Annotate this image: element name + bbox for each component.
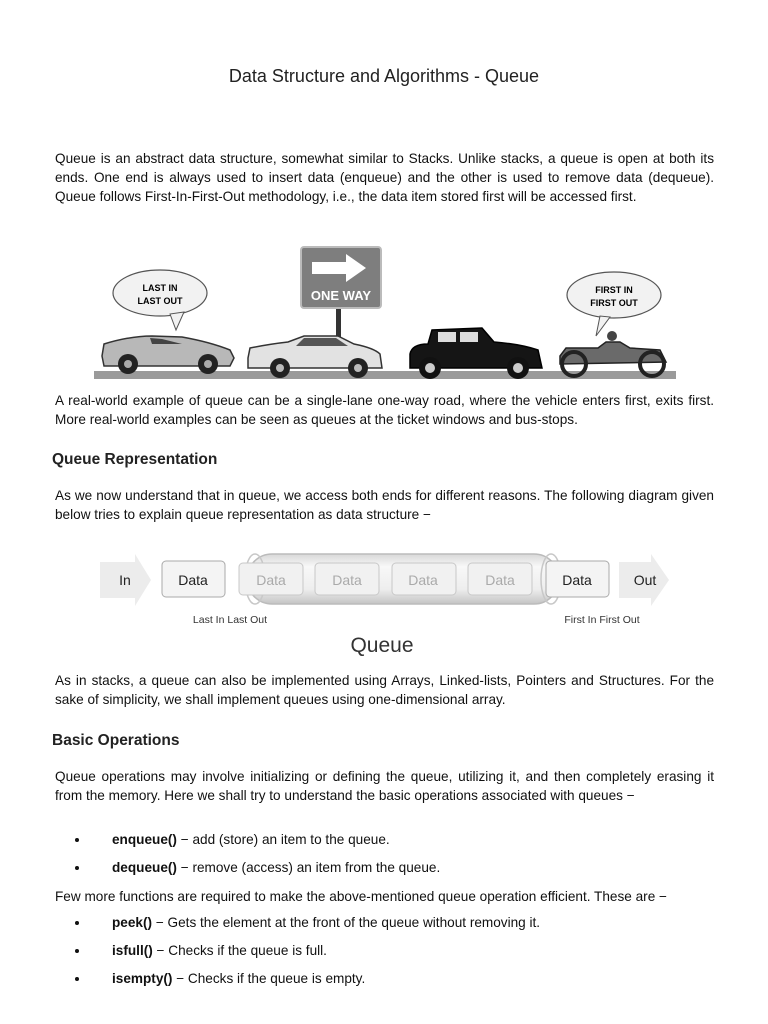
one-way-sign-text: ONE WAY <box>310 288 372 303</box>
left-bubble-line-1: LAST IN <box>142 283 178 293</box>
more-functions-paragraph: Few more functions are required to make the above-mentioned queue operation efficient. These are − <box>55 889 667 904</box>
sports-car-icon <box>102 336 234 374</box>
queue-representation-heading: Queue Representation <box>52 451 218 468</box>
intro-paragraph: Queue is an abstract data structure, somewhat similar to Stacks. Unlike stacks, a queue is open at both its ends. One end is always used to insert data (enqueue) and the other is used to remove data (dequeue). Queue follows First-In-First-Out methodology, i.e., the data item stored first will be accessed first. <box>55 151 714 204</box>
queue-diagram <box>95 550 675 662</box>
right-bubble-line-1: FIRST IN <box>595 285 633 295</box>
queue-cell-label: Data <box>178 572 208 588</box>
list-item: isempty() − Checks if the queue is empty. <box>75 969 715 997</box>
real-world-paragraph: A real-world example of queue can be a single-lane one-way road, where the vehicle enters first, exits first. More real-world examples can be seen as queues at the ticket windows and bus-stops. <box>55 393 714 427</box>
queue-cell-label: Data <box>485 572 515 588</box>
page-title: Data Structure and Algorithms - Queue <box>228 66 540 86</box>
representation-paragraph: As we now understand that in queue, we access both ends for different reasons. The following diagram given below tries to explain queue representation as data structure − <box>55 488 714 522</box>
queue-diagram-title: Queue <box>350 634 414 657</box>
antique-car-icon <box>560 331 666 376</box>
list-item: isfull() − Checks if the queue is full. <box>75 941 715 969</box>
implementation-paragraph: As in stacks, a queue can also be implemented using Arrays, Linked-lists, Pointers and Structures. For the sake of simplicity, we shall implement queues using one-dimensional array. <box>55 673 714 707</box>
out-label: Out <box>633 572 657 588</box>
basic-operations-list <box>75 830 715 886</box>
right-bubble-line-2: FIRST OUT <box>590 298 638 308</box>
list-item: enqueue() − add (store) an item to the queue. <box>75 830 715 858</box>
in-label: In <box>119 572 131 588</box>
queue-cell-label: Data <box>562 572 592 588</box>
last-in-last-out-caption: Last In Last Out <box>192 614 268 626</box>
queue-cell-label: Data <box>256 572 286 588</box>
left-bubble-line-2: LAST OUT <box>137 296 183 306</box>
queue-cell-label: Data <box>332 572 362 588</box>
queue-cell-label: Data <box>408 572 438 588</box>
list-item: peek() − Gets the element at the front of the queue without removing it. <box>75 913 715 941</box>
one-way-road-illustration <box>90 244 680 384</box>
basic-operations-heading: Basic Operations <box>52 732 180 749</box>
list-item: dequeue() − remove (access) an item from the queue. <box>75 858 715 886</box>
helper-functions-list <box>75 913 715 997</box>
first-in-first-out-caption: First In First Out <box>564 614 640 626</box>
basic-operations-paragraph: Queue operations may involve initializing or defining the queue, utilizing it, and then completely erasing it from the memory. Here we shall try to understand the basic operations associated with queues − <box>55 769 714 803</box>
